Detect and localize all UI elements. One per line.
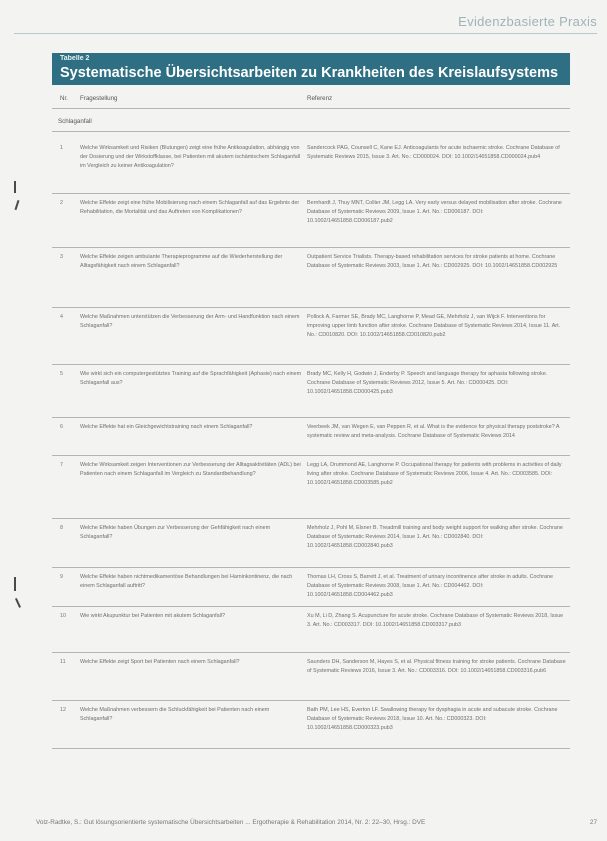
row-reference: Outpatient Service Trialists. Therapy-based rehabilitation services for stroke patients at home. Cochrane Database of Systematic Reviews 2003, Issue 1. Art. No.: CD002925. DOI: 10.1002/14651858.CD002925	[307, 254, 558, 269]
section-label: Schlaganfall	[58, 118, 92, 125]
row-number: 2	[60, 200, 63, 206]
row-rule	[52, 455, 570, 456]
row-number: 3	[60, 254, 63, 260]
row-number: 9	[60, 574, 63, 580]
column-header-nr: Nr.	[60, 95, 68, 102]
table-title-box	[52, 53, 570, 85]
running-title: Evidenzbasierte Praxis	[458, 14, 597, 29]
row-number: 7	[60, 462, 63, 468]
row-number: 12	[60, 707, 66, 713]
row-question: Welche Effekte zeigt Sport bei Patienten nach einem Schlaganfall?	[80, 659, 240, 665]
row-rule	[52, 606, 570, 607]
section-rule	[52, 131, 570, 132]
row-number: 6	[60, 424, 63, 430]
row-rule	[52, 307, 570, 308]
row-number: 1	[60, 145, 63, 151]
header-rule	[14, 33, 597, 34]
row-reference: Legg LA, Drummond AE, Langhorne P. Occupational therapy for patients with problems in activities of daily living after stroke. Cochrane Database of Systematic Reviews 2006, Issue 4. Art. No.: CD003585. DOI: 10.1002/14651858.CD003585.pub2	[307, 462, 562, 486]
row-question: Welche Maßnahmen verbessern die Schluckfähigkeit bei Patienten nach einem Schlaganfall?	[80, 707, 270, 722]
row-reference: Veerbeek JM, van Wegen E, van Peppen R, et al. What is the evidence for physical therapy poststroke? A systematic review and meta-analysis. Cochrane Database of Systematic Reviews 2014	[307, 424, 560, 439]
row-reference: Bath PM, Lee HS, Everton LF. Swallowing therapy for dysphagia in acute and subacute stroke. Cochrane Database of Systematic Reviews 2018, Issue 10. Art. No.: CD000323. DOI: 10.1002/14651858.CD000323.pub3	[307, 707, 558, 731]
table-title: Systematische Übersichtsarbeiten zu Krankheiten des Kreislaufsystems	[60, 65, 559, 81]
page-number: 27	[589, 819, 597, 826]
row-question: Welche Effekte haben nichtmedikamentöse Behandlungen bei Harninkontinenz, die nach einem Schlaganfall auftritt?	[80, 574, 293, 589]
margin-mark	[15, 598, 21, 608]
row-reference: Brady MC, Kelly H, Godwin J, Enderby P. Speech and language therapy for aphasia following stroke. Cochrane Database of Systematic Reviews 2012, Issue 5. Art. No.: CD000425. DOI: 10.1002/14651858.CD000425.pub3	[307, 371, 548, 395]
row-question: Welche Wirksamkeit und Risiken (Blutungen) zeigt eine frühe Antikoagulation, abhängig von der Dosierung und der Wirkstoffklasse, bei Patienten mit akutem ischämischem Schlaganfall im Vergleich zu keiner Antikoagulation?	[80, 145, 301, 169]
margin-mark	[14, 181, 16, 193]
column-header-reference: Referenz	[307, 95, 333, 102]
row-reference: Thomas LH, Cross S, Barrett J, et al. Treatment of urinary incontinence after stroke in adults. Cochrane Database of Systematic Reviews 2008, Issue 1. Art. No.: CD004462. DOI: 10.1002/14651858.CD004462.pub3	[307, 574, 553, 598]
row-reference: Mehrholz J, Pohl M, Elsner B. Treadmill training and body weight support for walking after stroke. Cochrane Database of Systematic Reviews 2014, Issue 1. Art. No.: CD002840. DOI: 10.1002/14651858.CD002840.pub3	[307, 525, 563, 549]
row-question: Welche Effekte haben Übungen zur Verbesserung der Gehfähigkeit nach einem Schlaganfall?	[80, 525, 271, 540]
row-question: Welche Maßnahmen unterstützen die Verbesserung der Arm- und Handfunktion nach einem Schlaganfall?	[80, 314, 300, 329]
row-reference: Pollock A, Farmer SE, Brady MC, Langhorne P, Mead GE, Mehrholz J, van Wijck F. Interventions for improving upper limb function after stroke. Cochrane Database of Systematic Reviews 2014, Issue 11. Art. No.: CD010820. DOI: 10.1002/14651858.CD010820.pub2	[307, 314, 561, 338]
row-question: Wie wirkt Akupunktur bei Patienten mit akutem Schlaganfall?	[80, 613, 226, 619]
row-rule	[52, 567, 570, 568]
row-rule	[52, 518, 570, 519]
row-rule	[52, 700, 570, 701]
header-rule-bottom	[52, 108, 570, 109]
row-question: Welche Wirksamkeit zeigen Interventionen zur Verbesserung der Alltagsaktivitäten (ADL) bei Patienten nach einem Schlaganfall im Vergleich zu Standardbehandlung?	[80, 462, 301, 477]
margin-mark	[14, 200, 19, 210]
row-number: 4	[60, 314, 63, 320]
row-rule	[52, 193, 570, 194]
row-question: Welche Effekte zeigt eine frühe Mobilisierung nach einem Schlaganfall auf das Ergebnis der Rehabilitation, die Mortalität und das Auftreten von Komplikationen?	[80, 200, 300, 215]
table-label: Tabelle 2	[60, 55, 90, 62]
column-header-question: Fragestellung	[80, 95, 118, 102]
row-reference: Bernhardt J, Thuy MNT, Collier JM, Legg LA. Very early versus delayed mobilisation after stroke. Cochrane Database of Systematic Reviews 2009, Issue 1. Art. No.: CD006187. DOI: 10.1002/14651858.CD006187.pub2	[307, 200, 562, 224]
row-question: Wie wirkt sich ein computergestütztes Training auf die Sprachfähigkeit (Aphasie) nach einem Schlaganfall aus?	[80, 371, 302, 386]
row-number: 10	[60, 613, 66, 619]
row-number: 8	[60, 525, 63, 531]
page-footer	[36, 819, 597, 826]
row-reference: Saunders DH, Sanderson M, Hayes S, et al. Physical fitness training for stroke patients. Cochrane Database of Systematic Reviews 2016, Issue 3. Art. No.: CD003316. DOI: 10.1002/14651858.CD003316.pub6	[307, 659, 566, 674]
row-reference: Xu M, Li D, Zhang S. Acupuncture for acute stroke. Cochrane Database of Systematic Reviews 2018, Issue 3. Art. No.: CD003317. DOI: 10.1002/14651858.CD003317.pub3	[307, 613, 564, 628]
row-reference: Sandercock PAG, Counsell C, Kane EJ. Anticoagulants for acute ischaemic stroke. Cochrane Database of Systematic Reviews 2015, Issue 3. Art. No.: CD000024. DOI: 10.1002/14651858.CD000024.pub4	[307, 145, 560, 160]
row-rule	[52, 247, 570, 248]
row-rule	[52, 748, 570, 749]
row-rule	[52, 652, 570, 653]
row-number: 11	[60, 659, 66, 665]
row-rule	[52, 364, 570, 365]
row-rule	[52, 417, 570, 418]
row-question: Welche Effekte hat ein Gleichgewichtstraining nach einem Schlaganfall?	[80, 424, 253, 430]
footer-citation: Volz-Radtke, S.: Gut lösungsorientierte systematische Übersichtsarbeiten ... Ergotherapie & Rehabilitation 2014, Nr. 2: 22–30, Hrsg.: DVE	[36, 819, 426, 826]
row-question: Welche Effekte zeigen ambulante Therapieprogramme auf die Wiederherstellung der Alltagsfähigkeit nach einem Schlaganfall?	[80, 254, 283, 269]
margin-mark	[14, 577, 16, 591]
row-number: 5	[60, 371, 63, 377]
